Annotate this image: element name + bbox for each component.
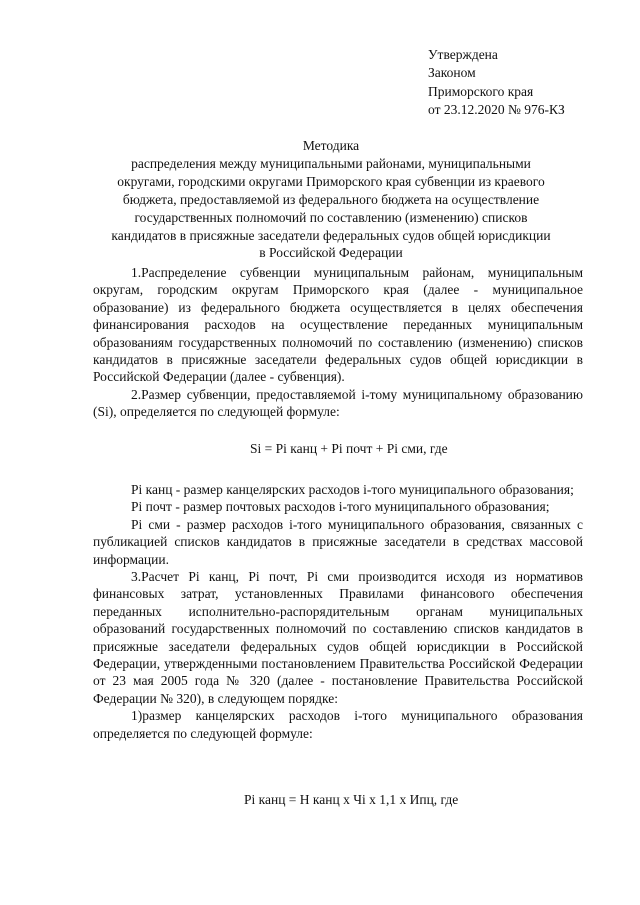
title-line: кандидатов в присяжные заседатели федеральных судов общей юрисдикции (111, 227, 551, 243)
title-line: распределения между муниципальными районами, муниципальными (131, 155, 531, 171)
body-block-1 (93, 264, 583, 421)
paragraph-2: 2.Размер субвенции, предоставляемой i-тому муниципальному образованию (Si), определяется по следующей формуле: (93, 386, 583, 420)
approval-line-approved: Утверждена (428, 47, 498, 62)
title-line: бюджета, предоставляемой из федерального бюджета на осуществление (122, 191, 540, 207)
document-title (100, 137, 562, 262)
formula-subvention: Si = Pi канц + Pi почт + Pi сми, где (250, 441, 448, 456)
body-block-2 (93, 481, 583, 742)
title-heading: Методика (302, 138, 360, 153)
paragraph-3: Pi канц - размер канцелярских расходов i-того муниципального образования; (131, 482, 574, 497)
paragraph-7: 1)размер канцелярских расходов i-того муниципального образования определяется по следующей формуле: (93, 708, 583, 741)
paragraph-4: Pi почт - размер почтовых расходов i-того муниципального образования; (131, 499, 550, 515)
formula-office-expenses: Pi канц = Н канц х Чi х 1,1 х Ипц, где (244, 792, 459, 807)
title-line: государственных полномочий по составлению (изменению) списков (134, 209, 528, 225)
approval-line-date-number: от 23.12.2020 № 976-КЗ (428, 101, 565, 117)
title-line: округами, городскими округами Приморского края субвенции из краевого (117, 173, 545, 189)
approval-line-region: Приморского края (428, 83, 534, 99)
approval-stamp (428, 46, 565, 119)
title-line: в Российской Федерации (259, 245, 403, 261)
paragraph-1: 1.Распределение субвенции муниципальным районам, муниципальным округам, городским округам Приморского края (далее - муниципальное образование) из федерального бюджета осуществляется в целях обеспечения финансирования расходов на осуществление переданных муниципальным образованиям государственных полномочий по составлению (изменению) списков кандидатов в присяжные заседатели федеральных судов общей юрисдикции в Российской Федерации (далее - субвенция). (93, 265, 583, 385)
approval-line-by-law: Законом (428, 65, 476, 81)
paragraph-6: 3.Расчет Pi канц, Pi почт, Pi сми производится исходя из нормативов финансовых затрат, установленных Правилами финансового обеспечения переданных исполнительно-распорядительным органам муниципальных образований государственных полномочий по составлению списков кандидатов в присяжные заседатели федеральных судов общей юрисдикции в Российской Федерации, утвержденными постановлением Правительства Российской Федерации от 23 мая 2005 года № 320 (далее - постановление Правительства Российской Федерации № 320), в следующем порядке: (93, 569, 583, 706)
paragraph-5: Pi сми - размер расходов i-того муниципального образования, связанных с публикацией списков кандидатов в присяжные заседатели в средствах массовой информации. (93, 516, 583, 567)
